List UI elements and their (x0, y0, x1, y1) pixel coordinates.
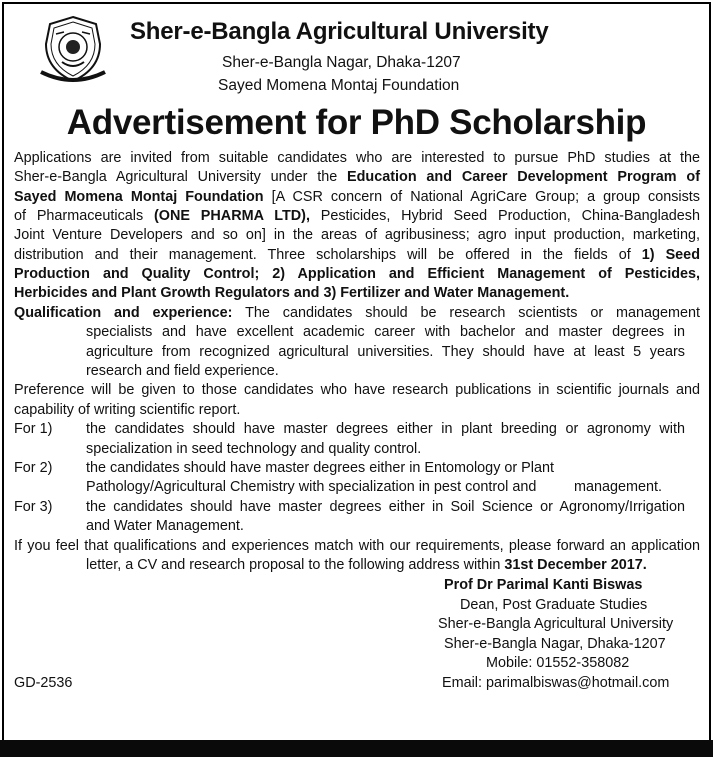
intro-line-5: Joint Venture Developers and so on] in the areas of agribusiness; agro input production, marketing, (14, 227, 700, 243)
intro-line-4-text: of Pharmaceuticals (14, 208, 155, 224)
university-address: Sher-e-Bangla Nagar, Dhaka-1207 (222, 54, 461, 71)
intro-line-2-text: Sher-e-Bangla Agricultural University under the (14, 169, 348, 185)
deadline: 31st December 2017. (504, 557, 647, 573)
contact-email: Email: parimalbiswas@hotmail.com (442, 675, 670, 691)
intro-line-1: Applications are invited from suitable candidates who are interested to pursue PhD studies at the (14, 150, 700, 166)
apply-line-2-text: letter, a CV and research proposal to the following address within (86, 557, 505, 573)
preference-line-1: Preference will be given to those candidates who have research publications in scientific journals and (14, 382, 700, 398)
intro-line-2 (14, 168, 700, 187)
intro-line-6-text: distribution and their management. Three scholarships will be offered in the fields of (14, 247, 642, 263)
qualification-text-1: The candidates should be research scientists or management (232, 305, 700, 321)
qualification-label: Qualification and experience: (14, 305, 233, 321)
field-1-label: For 1) (14, 421, 53, 437)
reference-code: GD-2536 (14, 675, 73, 691)
intro-line-8: Herbicides and Plant Growth Regulators and 3) Fertilizer and Water Management. (14, 285, 570, 301)
contact-address: Sher-e-Bangla Nagar, Dhaka-1207 (444, 636, 666, 652)
contact-mobile: Mobile: 01552-358082 (486, 655, 630, 671)
field-1-bold: 1) Seed (641, 247, 700, 263)
intro-line-4 (14, 207, 700, 226)
pharma-name: (ONE PHARMA LTD), (154, 208, 310, 224)
qualification-line-3: agriculture from recognized agricultural universities. They should have at least 5 years (86, 344, 685, 360)
contact-name: Prof Dr Parimal Kanti Biswas (444, 577, 643, 593)
intro-line-4-rest: Pesticides, Hybrid Seed Production, China-Bangladesh (309, 208, 700, 224)
qualification-line-2: specialists and have excellent academic career with bachelor and master degrees in (86, 324, 685, 340)
intro-line-6 (14, 246, 700, 265)
field-2-line-1: the candidates should have master degrees either in Entomology or Plant (86, 460, 554, 476)
university-logo-icon (36, 14, 110, 84)
apply-line-2 (86, 556, 647, 575)
page-title: Advertisement for PhD Scholarship (66, 103, 647, 142)
preference-line-2: capability of writing scientific report. (14, 402, 241, 418)
foundation-bold: Sayed Momena Montaj Foundation (14, 189, 264, 205)
foundation-name: Sayed Momena Montaj Foundation (218, 77, 460, 94)
university-name: Sher-e-Bangla Agricultural University (130, 18, 549, 45)
field-2-line-2-end: management. (574, 479, 662, 495)
intro-line-7: Production and Quality Control; 2) Application and Efficient Management of Pesticides, (14, 266, 700, 282)
field-2-label: For 2) (14, 460, 53, 476)
intro-line-3 (14, 188, 700, 207)
field-1-line-1: the candidates should have master degrees either in plant breeding or agronomy with (86, 421, 685, 437)
program-name: Education and Career Development Program of (347, 169, 700, 185)
contact-position: Dean, Post Graduate Studies (460, 597, 648, 613)
field-3-label: For 3) (14, 499, 53, 515)
field-3-line-1: the candidates should have master degrees either in Soil Science or Agronomy/Irrigation (86, 499, 685, 515)
qualification-line-1 (14, 304, 700, 323)
border-top (2, 2, 711, 4)
contact-university: Sher-e-Bangla Agricultural University (438, 616, 674, 632)
field-3-line-2: and Water Management. (86, 518, 244, 534)
intro-line-3-text: [A CSR concern of National AgriCare Group; a group consists (263, 189, 700, 205)
apply-line-1: If you feel that qualifications and experiences match with our requirements, please forward an application (14, 538, 700, 554)
field-2-line-2: Pathology/Agricultural Chemistry with specialization in pest control and (86, 479, 537, 495)
qualification-line-4: research and field experience. (86, 363, 279, 379)
bottom-bar (0, 740, 713, 757)
field-1-line-2: specialization in seed technology and quality control. (86, 441, 422, 457)
